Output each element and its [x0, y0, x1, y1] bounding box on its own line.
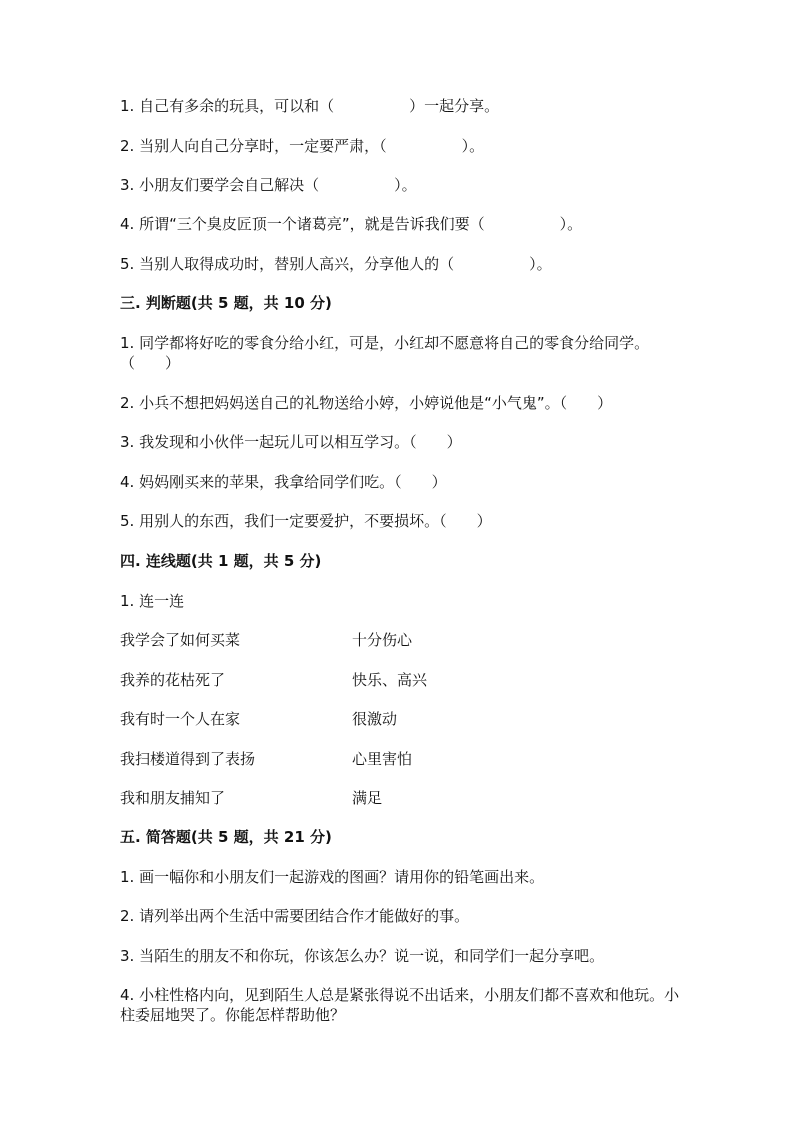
match-left-3: 我有时一个人在家 — [120, 710, 241, 728]
fill-in-item-1: 1. 自己有多余的玩具，可以和（ ）一起分享。 — [120, 97, 500, 115]
match-right-5: 满足 — [352, 789, 383, 807]
match-left-4: 我扫楼道得到了表扬 — [120, 750, 256, 768]
judge-item-4: 4. 妈妈刚买来的苹果，我拿给同学们吃。（ ） — [120, 473, 447, 491]
judge-item-2: 2. 小兵不想把妈妈送自己的礼物送给小婷，小婷说他是“小气鬼”。（ ） — [120, 394, 613, 412]
short-answer-item-2: 2. 请列举出两个生活中需要团结合作才能做好的事。 — [120, 907, 470, 925]
judge-item-3: 3. 我发现和小伙伴一起玩儿可以相互学习。（ ） — [120, 433, 462, 451]
match-right-4: 心里害怕 — [352, 750, 413, 768]
short-answer-item-1: 1. 画一幅你和小朋友们一起游戏的图画？请用你的铅笔画出来。 — [120, 868, 545, 886]
match-right-1: 十分伤心 — [352, 631, 413, 649]
fill-in-item-4: 4. 所谓“三个臭皮匠顶一个诸葛亮”，就是告诉我们要（ ）。 — [120, 215, 583, 233]
match-left-1: 我学会了如何买菜 — [120, 631, 241, 649]
match-left-2: 我养的花枯死了 — [120, 671, 226, 689]
section4-heading: 四. 连线题(共 1 题，共 5 分) — [120, 552, 322, 570]
short-answer-item-3: 3. 当陌生的朋友不和你玩，你该怎么办？说一说，和同学们一起分享吧。 — [120, 947, 605, 965]
judge-item-1: 1. 同学都将好吃的零食分给小红，可是，小红却不愿意将自己的零食分给同学。（ ） — [120, 334, 650, 372]
match-right-3: 很激动 — [352, 710, 398, 728]
match-right-2: 快乐、高兴 — [352, 671, 428, 689]
section3-heading: 三. 判断题(共 5 题，共 10 分) — [120, 294, 332, 312]
section5-heading: 五. 简答题(共 5 题，共 21 分) — [120, 828, 332, 846]
fill-in-item-3: 3. 小朋友们要学会自己解决（ ）。 — [120, 176, 417, 194]
match-question: 1. 连一连 — [120, 592, 185, 610]
judge-item-5: 5. 用别人的东西，我们一定要爱护，不要损坏。（ ） — [120, 512, 492, 530]
match-left-5: 我和朋友捕知了 — [120, 789, 226, 807]
fill-in-item-5: 5. 当别人取得成功时，替别人高兴，分享他人的（ ）。 — [120, 255, 552, 273]
fill-in-item-2: 2. 当别人向自己分享时，一定要严肃，（ ）。 — [120, 137, 485, 155]
short-answer-item-4: 4. 小柱性格内向，见到陌生人总是紧张得说不出话来，小朋友们都不喜欢和他玩。小柱委屈地哭了。你能怎样帮助他？ — [120, 986, 680, 1024]
